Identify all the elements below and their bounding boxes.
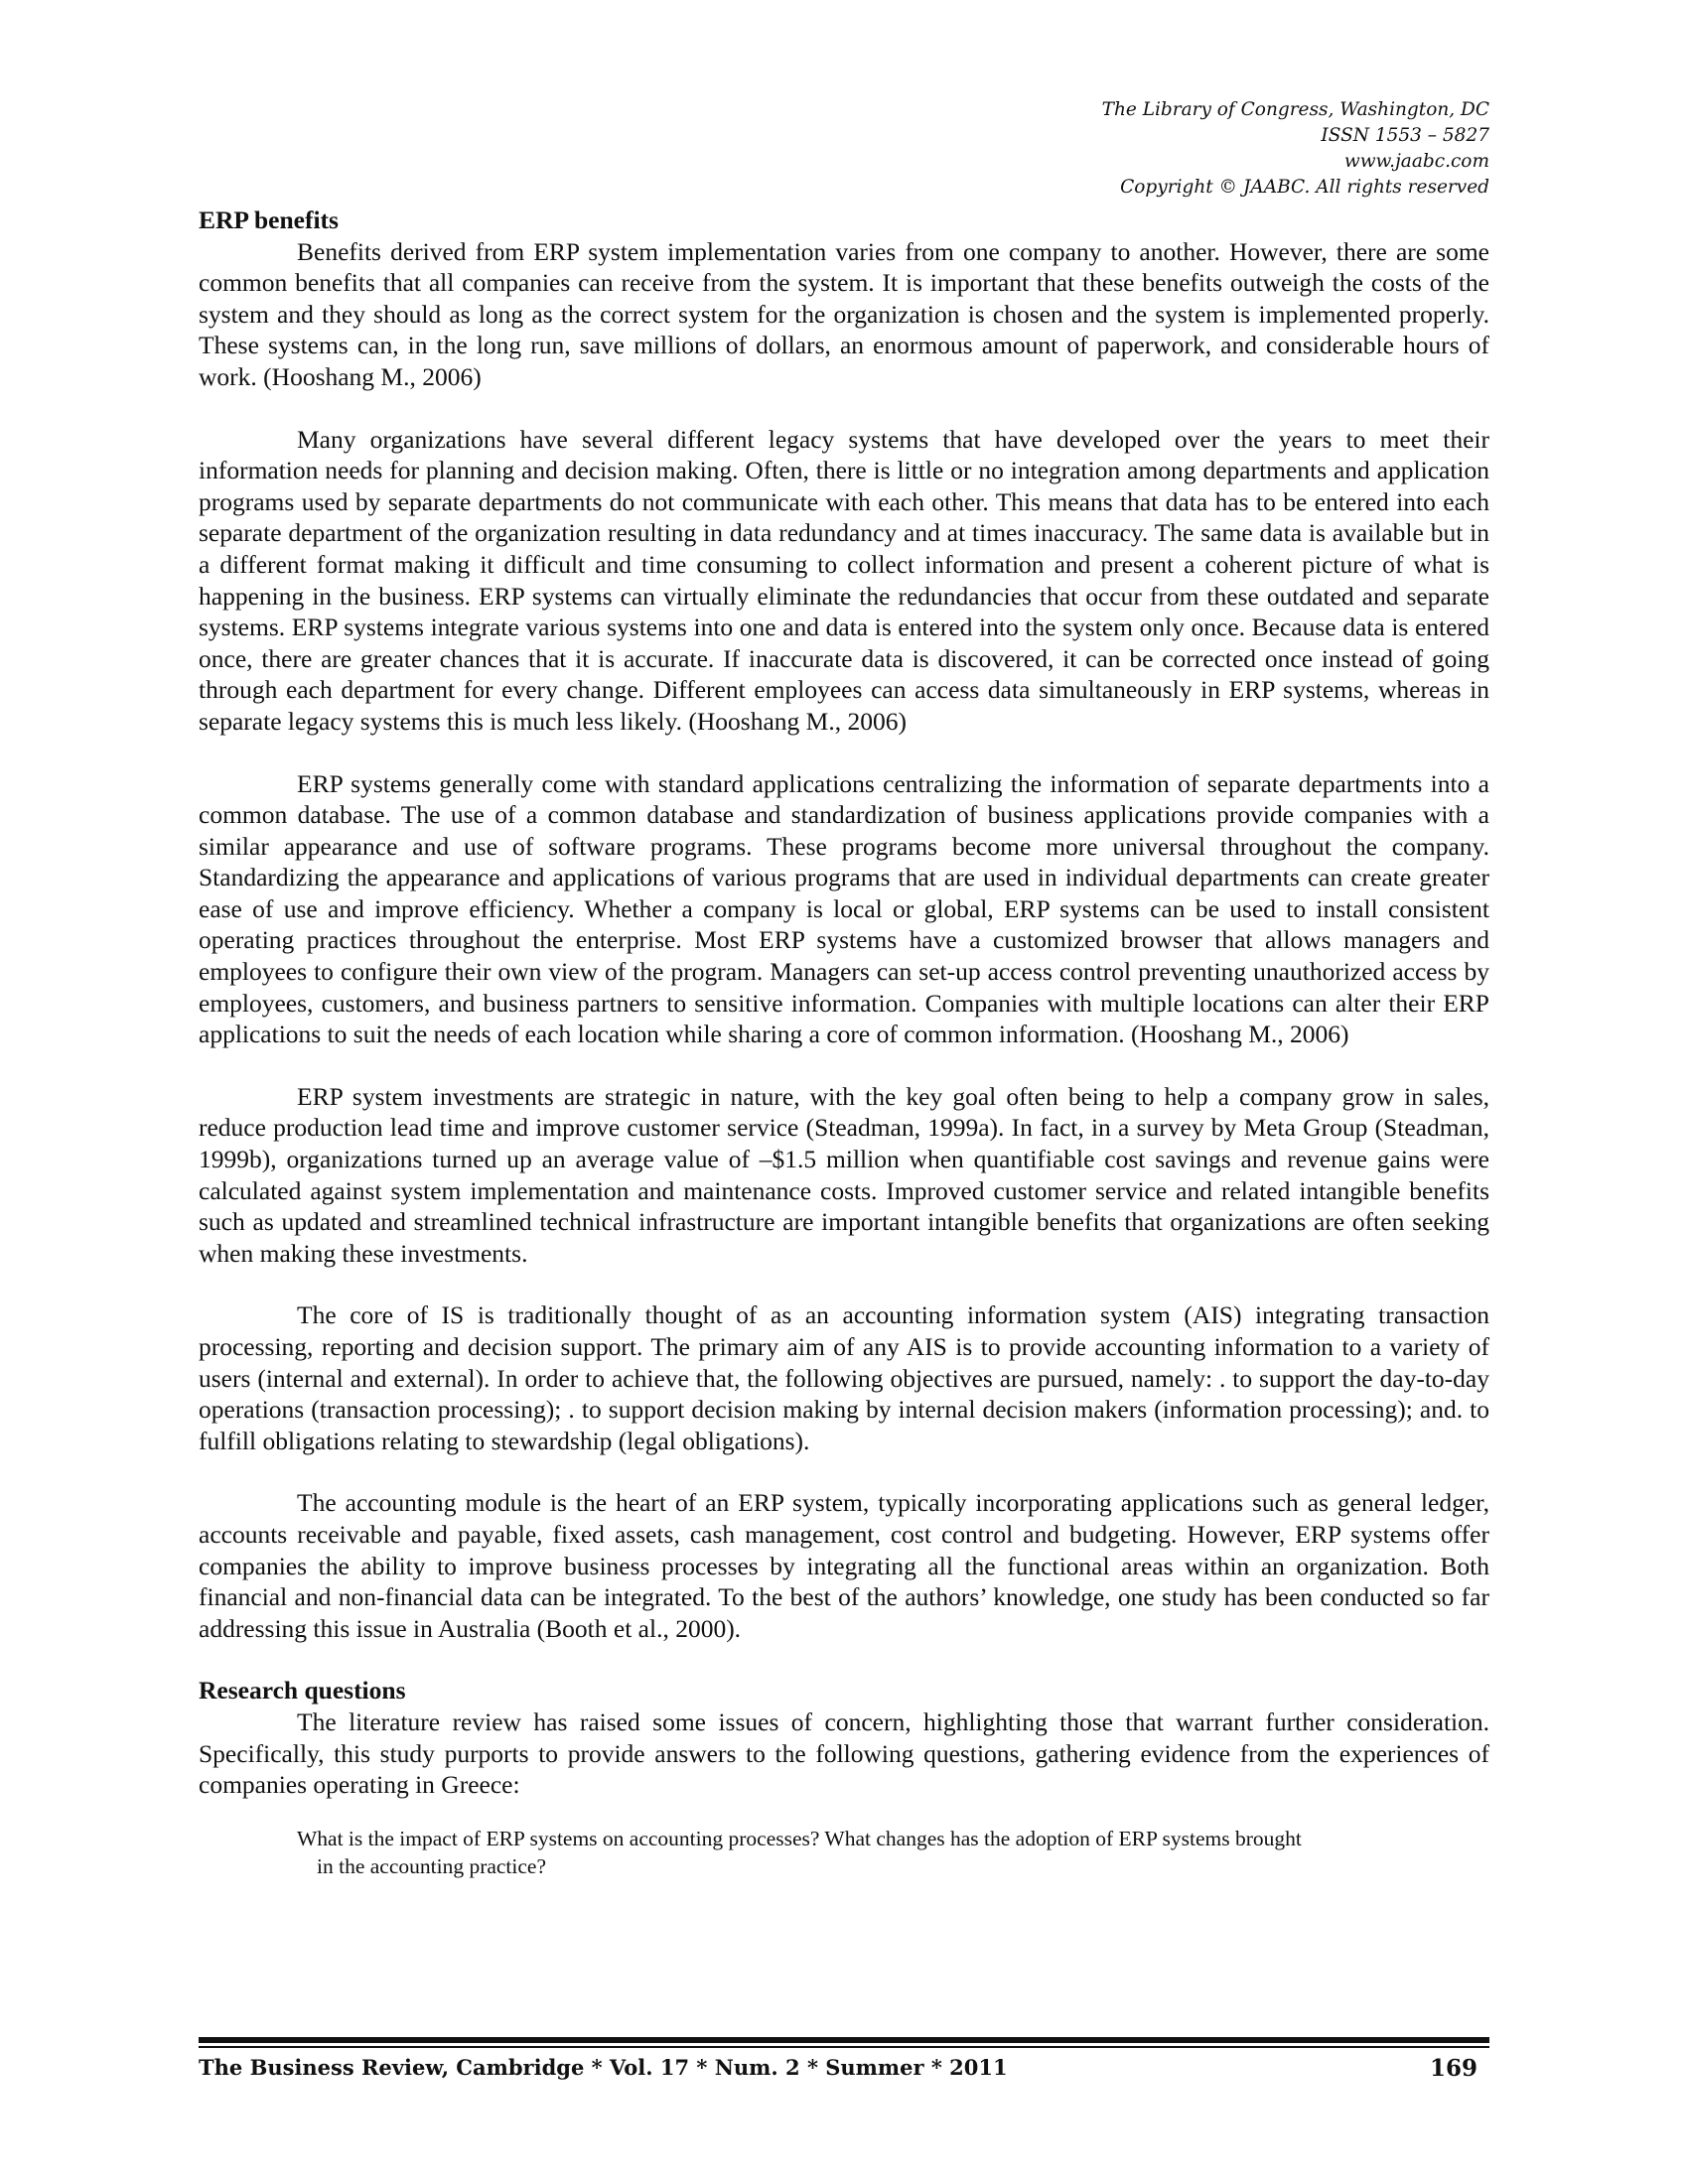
- header-copyright: Copyright © JAABC. All rights reserved: [1120, 177, 1489, 198]
- paragraph: The core of IS is traditionally thought of as an accounting information system (AIS) integrating transaction processing, reporting and decision support. The primary aim of any AIS is to provide accounting information to a variety of users (internal and external). In order to achieve that, the following objectives are pursued, namely: . to support the day-to-day operations (transaction processing); . to support decision making by internal decision makers (information processing); and. to fulfill obligations relating to stewardship (legal obligations).: [199, 1300, 1489, 1455]
- footer-rule-thick: [199, 2037, 1489, 2043]
- paragraph: Benefits derived from ERP system implementation varies from one company to another. However, there are some common benefits that all companies can receive from the system. It is important that these benefits outweigh the costs of the system and they should as long as the correct system for the organization is chosen and the system is implemented properly. These systems can, in the long run, save millions of dollars, an enormous amount of paperwork, and considerable hours of work. (Hooshang M., 2006): [199, 236, 1489, 391]
- section-heading-research-questions: Research questions: [199, 1676, 406, 1706]
- article-body: [199, 205, 1489, 1880]
- paragraph: The accounting module is the heart of an ERP system, typically incorporating applications such as general ledger, accounts receivable and payable, fixed assets, cash management, cost control and budgeting. However, ERP systems offer companies the ability to improve business processes by integrating all the functional areas within an organization. Both financial and non-financial data can be integrated. To the best of the authors’ knowledge, one study has been conducted so far addressing this issue in Australia (Booth et al., 2000).: [199, 1488, 1489, 1643]
- research-question-line: What is the impact of ERP systems on accounting processes? What changes has the adoption of ERP systems brought: [297, 1826, 1302, 1850]
- research-question-line: in the accounting practice?: [317, 1853, 547, 1878]
- page-number: 169: [1429, 2055, 1477, 2082]
- footer-rule-thin: [199, 2046, 1489, 2048]
- header-library: The Library of Congress, Washington, DC: [1101, 99, 1489, 120]
- research-question: [297, 1825, 1489, 1880]
- paragraph: ERP system investments are strategic in nature, with the key goal often being to help a company grow in sales, reduce production lead time and improve customer service (Steadman, 1999a). In fact, in a survey by Meta Group (Steadman, 1999b), organizations turned up an average value of –$1.5 million when quantifiable cost savings and revenue gains were calculated against system implementation and maintenance costs. Improved customer service and related intangible benefits such as updated and streamlined technical infrastructure are important intangible benefits that organizations are often seeking when making these investments.: [199, 1081, 1489, 1268]
- section-heading-erp-benefits: ERP benefits: [199, 205, 339, 234]
- running-footer: [199, 2055, 1489, 2089]
- header-issn: ISSN 1553 – 5827: [1321, 125, 1489, 146]
- footer-journal: The Business Review, Cambridge * Vol. 17 * Num. 2 * Summer * 2011: [199, 2055, 1008, 2080]
- running-header: [1102, 97, 1489, 201]
- header-website: www.jaabc.com: [1343, 151, 1489, 172]
- paragraph: The literature review has raised some issues of concern, highlighting those that warrant further consideration. Specifically, this study purports to provide answers to the following questions, gathering evidence from the experiences of companies operating in Greece:: [199, 1706, 1489, 1800]
- paragraph: ERP systems generally come with standard applications centralizing the information of separate departments into a common database. The use of a common database and standardization of business applications provide companies with a similar appearance and use of software programs. These programs become more universal throughout the company. Standardizing the appearance and applications of various programs that are used in individual departments can create greater ease of use and improve efficiency. Whether a company is local or global, ERP systems can be used to install consistent operating practices throughout the enterprise. Most ERP systems have a customized browser that allows managers and employees to configure their own view of the program. Managers can set-up access control preventing unauthorized access by employees, customers, and business partners to sensitive information. Companies with multiple locations can alter their ERP applications to suit the needs of each location while sharing a core of common information. (Hooshang M., 2006): [199, 768, 1489, 1049]
- paragraph: Many organizations have several different legacy systems that have developed over the years to meet their information needs for planning and decision making. Often, there is little or no integration among departments and application programs used by separate departments do not communicate with each other. This means that data has to be entered into each separate department of the organization resulting in data redundancy and at times inaccuracy. The same data is available but in a different format making it difficult and time consuming to collect information and present a coherent picture of what is happening in the business. ERP systems can virtually eliminate the redundancies that occur from these outdated and separate systems. ERP systems integrate various systems into one and data is entered into the system only once. Because data is entered once, there are greater chances that it is accurate. If inaccurate data is discovered, it can be corrected once instead of going through each department for every change. Different employees can access data simultaneously in ERP systems, whereas in separate legacy systems this is much less likely. (Hooshang M., 2006): [199, 424, 1489, 736]
